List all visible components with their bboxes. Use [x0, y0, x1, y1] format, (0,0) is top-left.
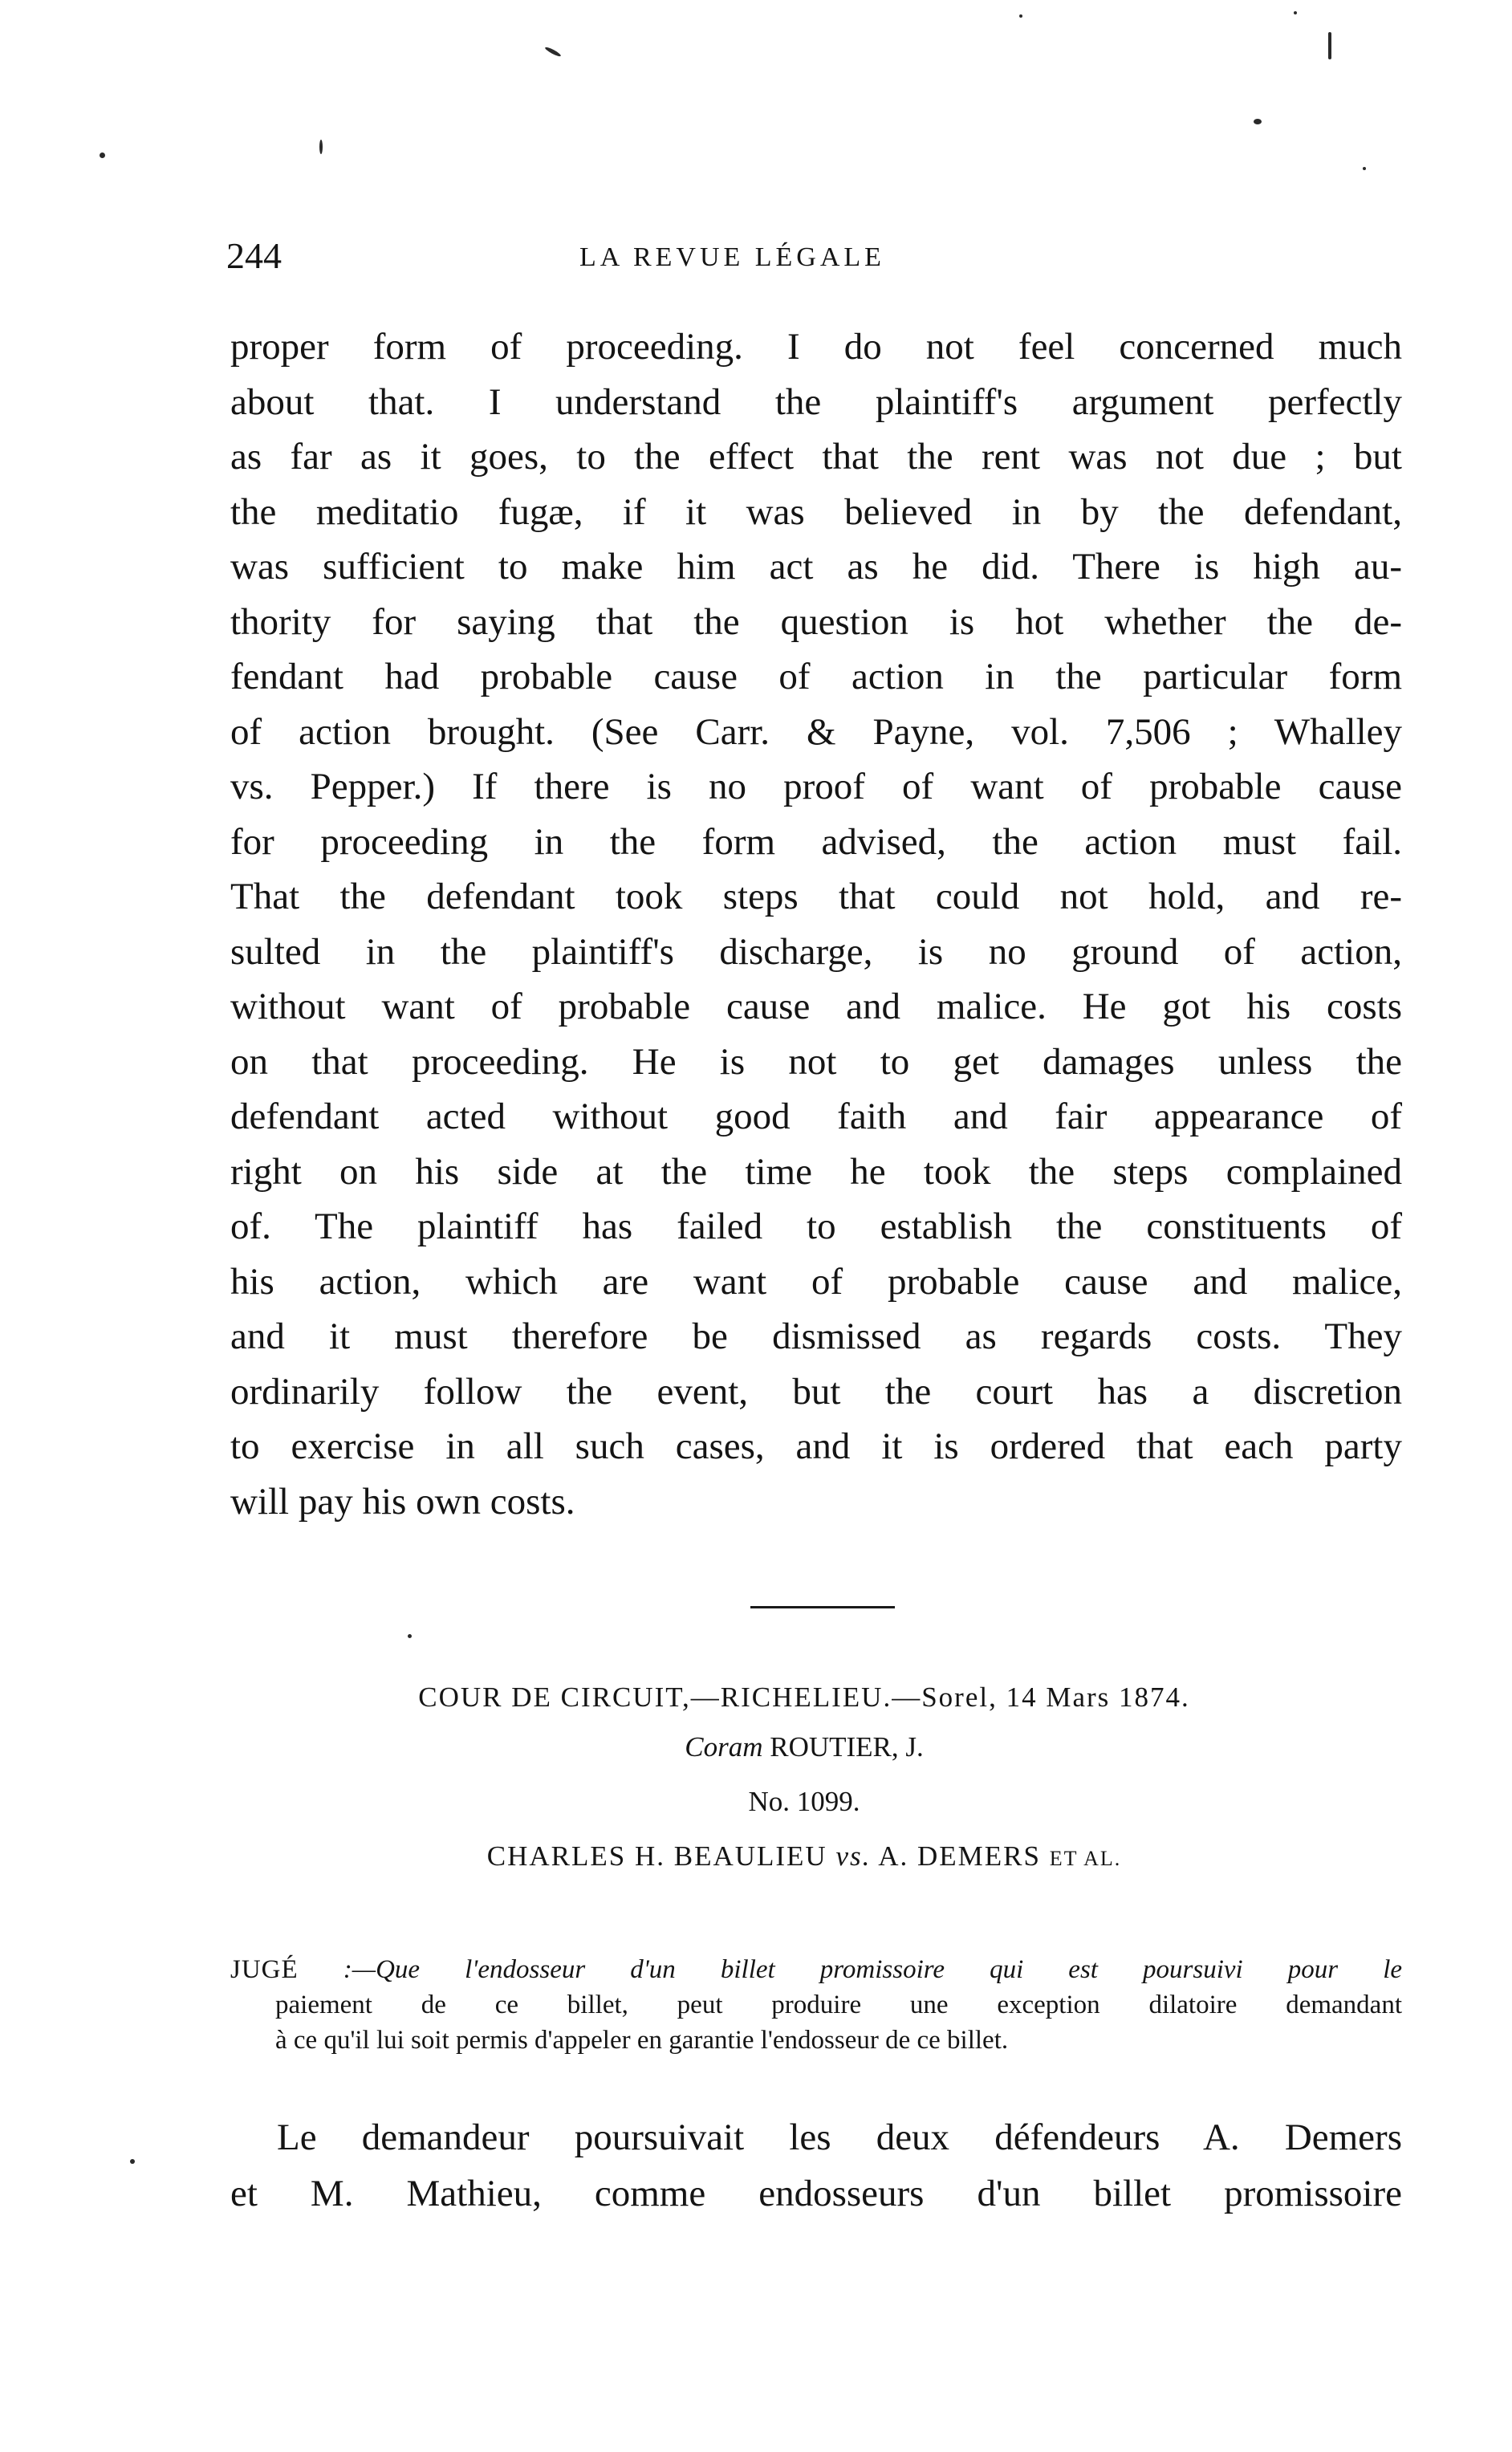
coram-judge: ROUTIER, J.	[770, 1731, 924, 1763]
text-line: of. The plaintiff has failed to establish the constituents of	[230, 1206, 1402, 1247]
scan-speck	[544, 46, 562, 58]
text-line: ordinarily follow the event, but the court has a discretion	[230, 1370, 1402, 1413]
scan-speck	[319, 140, 323, 154]
text-line: his action, which are want of probable cause and malice,	[230, 1260, 1402, 1303]
scan-speck	[130, 2159, 135, 2164]
text-line: will pay his own costs.	[230, 1480, 575, 1523]
juge-text: :—Que l'endosseur d'un billet promissoire qui est poursuivi pour le	[343, 1955, 1403, 1984]
case-number: No. 1099.	[748, 1786, 860, 1817]
juge-line: à ce qu'il lui soit permis d'appeler en garantie l'endosseur de ce billet.	[275, 2026, 1009, 2055]
text-line: vs. Pepper.) If there is no proof of want of probable cause	[230, 766, 1402, 807]
text-line: et M. Mathieu, comme endosseurs d'un billet promissoire	[230, 2173, 1402, 2214]
text-line: Le demandeur poursuivait les deux défendeurs A. Demers	[277, 2117, 1402, 2158]
text-line: sulted in the plaintiff's discharge, is no ground of action,	[230, 930, 1402, 973]
scan-speck	[408, 1634, 412, 1638]
text-line: was sufficient to make him act as he did. There is high au-	[230, 546, 1402, 588]
scan-speck	[100, 152, 105, 158]
text-line: on that proceeding. He is not to get damages unless the	[230, 1040, 1402, 1083]
text-line: about that. I understand the plaintiff's argument perfectly	[230, 380, 1402, 423]
text-line: to exercise in all such cases, and it is ordered that each party	[230, 1425, 1402, 1467]
case-parties	[226, 1840, 1382, 1892]
scan-speck	[1019, 14, 1022, 18]
text-line: as far as it goes, to the effect that the rent was not due ; but	[230, 436, 1402, 478]
scan-speck	[1294, 11, 1297, 14]
text-line: for proceeding in the form advised, the action must fail.	[230, 820, 1402, 863]
text-line: without want of probable cause and malice. He got his costs	[230, 986, 1402, 1027]
text-line: and it must therefore be dismissed as regards costs. They	[230, 1315, 1402, 1357]
scan-speck	[1328, 32, 1331, 59]
scan-speck	[1363, 167, 1366, 170]
case-opening-text	[230, 2109, 1402, 2222]
et-al-label: ET AL.	[1049, 1847, 1122, 1870]
text-line: defendant acted without good faith and fair appearance of	[230, 1096, 1402, 1137]
running-head	[226, 234, 1382, 291]
versus-label: vs.	[835, 1840, 872, 1872]
juge-summary	[230, 1952, 1402, 2058]
section-divider	[750, 1606, 895, 1608]
text-line: proper form of proceeding. I do not feel concerned much	[230, 326, 1402, 368]
coram-line	[226, 1731, 1382, 1786]
case-header	[226, 1681, 1382, 1892]
text-line: of action brought. (See Carr. & Payne, vol. 7,506 ; Whalley	[230, 710, 1402, 753]
plaintiff-name: CHARLES H. BEAULIEU	[486, 1840, 827, 1872]
court-line: COUR DE CIRCUIT,—RICHELIEU.—Sorel, 14 Mars 1874.	[418, 1681, 1190, 1713]
judgment-text	[230, 319, 1402, 1529]
text-line: That the defendant took steps that could not hold, and re-	[230, 876, 1402, 917]
juge-line	[230, 1952, 1402, 1987]
text-line: right on his side at the time he took the steps complained	[230, 1150, 1402, 1193]
juge-label: JUGÉ	[230, 1955, 299, 1984]
juge-line: paiement de ce billet, peut produire une exception dilatoire demandant	[275, 1990, 1402, 2019]
scan-speck	[1254, 119, 1262, 124]
journal-title: LA REVUE LÉGALE	[579, 242, 885, 272]
text-line: thority for saying that the question is hot whether the de-	[230, 600, 1402, 643]
text-line: the meditatio fugæ, if it was believed in by the defendant,	[230, 490, 1402, 533]
text-line: fendant had probable cause of action in the particular form	[230, 656, 1402, 697]
defendant-name: A. DEMERS	[878, 1840, 1041, 1872]
page-number: 244	[226, 235, 282, 276]
coram-prefix: Coram	[685, 1731, 763, 1763]
